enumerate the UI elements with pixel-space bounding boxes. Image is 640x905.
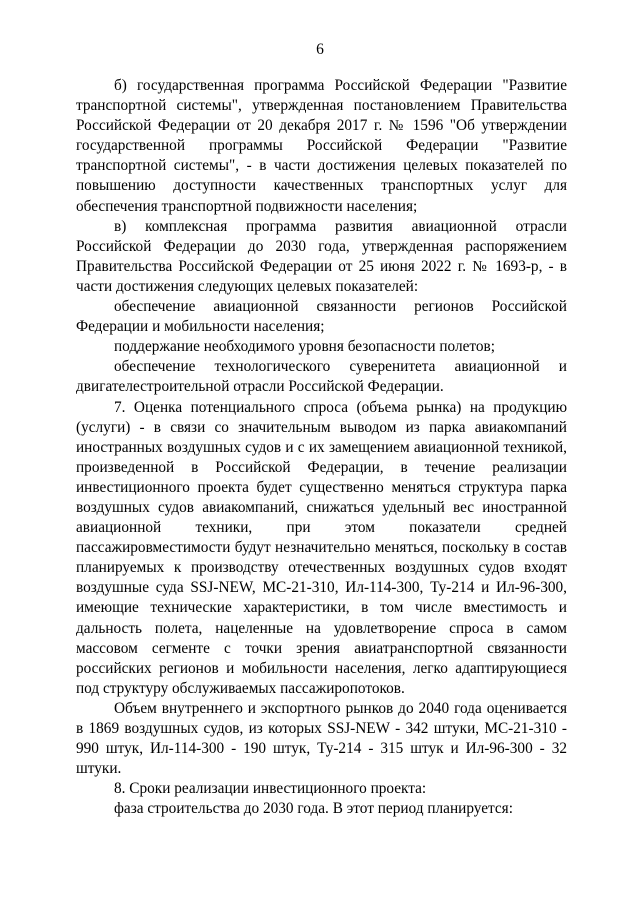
document-body — [76, 76, 567, 819]
paragraph-indicator-safety: поддержание необходимого уровня безопасности полетов; — [114, 338, 496, 356]
paragraph-section-8: 8. Сроки реализации инвестиционного проекта: — [114, 780, 427, 798]
paragraph-indicator-sovereignty: обеспечение технологического суверенитета авиационной и двигателестроительной отрасли Российской Федерации. — [76, 358, 567, 396]
paragraph-item-v: в) комплексная программа развития авиационной отрасли Российской Федерации до 2030 года, утвержденная распоряжением Правительства Российской Федерации от 25 июня 2022 г. № 1693-р, - в части достижения следующих целевых показателей: — [76, 217, 567, 295]
paragraph-construction-phase: фаза строительства до 2030 года. В этот период планируется: — [114, 800, 513, 818]
paragraph-section-7: 7. Оценка потенциального спроса (объема рынка) на продукцию (услуги) - в связи со значительным выводом из парка авиакомпаний иностранных воздушных судов и с их замещением авиационной техникой, произведенной в Российской Федерации, в течение реализации инвестиционного проекта будет существенно меняться структура парка воздушных судов авиакомпаний, снижаться удельный вес иностранной авиационной техники, при этом показатели средней пассажировместимости будут незначительно меняться, поскольку в состав планируемых к производству отечественных воздушных судов входят воздушные суда SSJ-NEW, МС-21-310, Ил-114-300, Ту-214 и Ил-96-300, имеющие технические характеристики, в том числе вместимость и дальность полета, нацеленные на удовлетворение спроса в самом массовом сегменте с точки зрения авиатранспортной связанности российских регионов и мобильности населения, легко адаптирующиеся под структуру обслуживаемых пассажиропотоков. — [76, 398, 567, 697]
paragraph-item-b: б) государственная программа Российской Федерации "Развитие транспортной системы", утвержденная постановлением Правительства Российской Федерации от 20 декабря 2017 г. № 1596 "Об утверждении государственной программы Российской Федерации "Развитие транспортной системы", - в части достижения целевых показателей по повышению доступности качественных транспортных услуг для обеспечения транспортной подвижности населения; — [76, 77, 567, 215]
page-number: 6 — [316, 41, 324, 58]
paragraph-market-volume: Объем внутреннего и экспортного рынков до 2040 года оценивается в 1869 воздушных судов, из которых SSJ-NEW - 342 штуки, МС-21-310 - 990 штук, Ил-114-300 - 190 штук, Ту-214 - 315 штук и Ил-96-300 - 32 штуки. — [76, 699, 567, 778]
paragraph-indicator-connectivity: обеспечение авиационной связанности регионов Российской Федерации и мобильности населения; — [76, 298, 567, 336]
